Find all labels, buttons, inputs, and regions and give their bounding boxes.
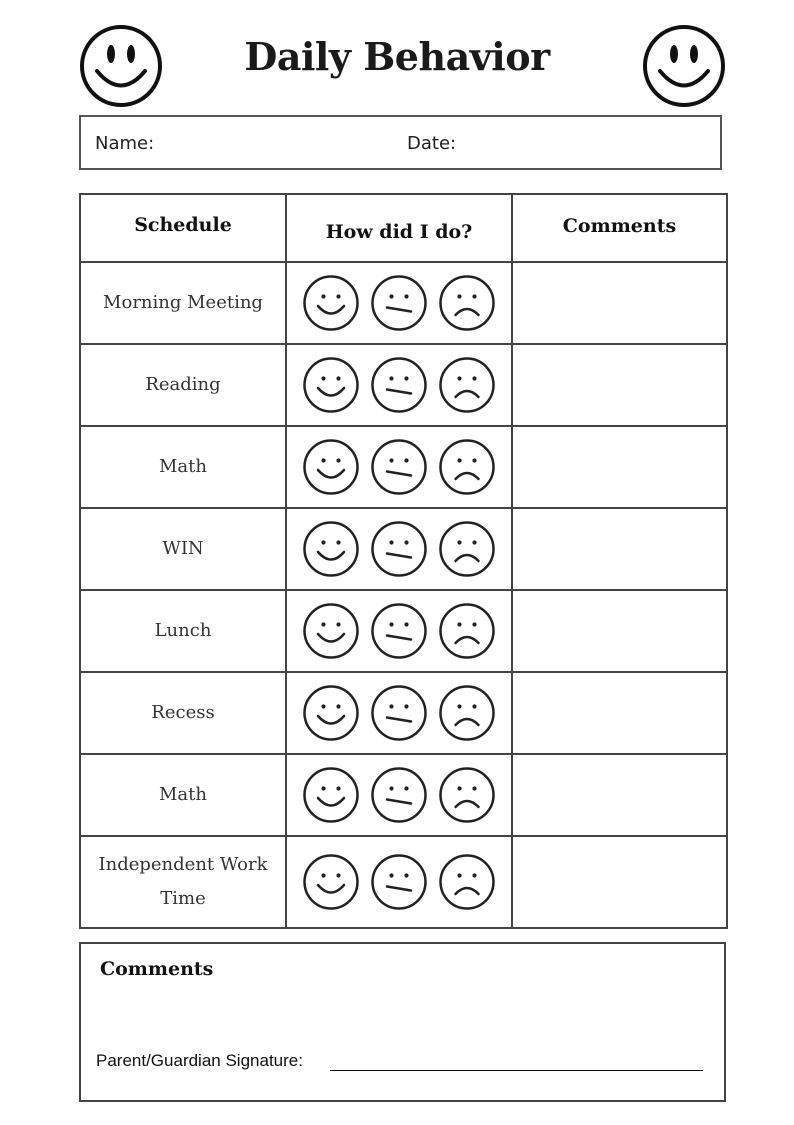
- schedule-activity: Independent Work Time: [80, 836, 286, 928]
- date-field[interactable]: Date:: [407, 133, 457, 154]
- sad-face-icon[interactable]: [438, 438, 496, 496]
- name-field[interactable]: Name:: [95, 133, 155, 154]
- happy-face-icon[interactable]: [302, 274, 360, 332]
- happy-face-icon[interactable]: [302, 684, 360, 742]
- table-row: [80, 344, 727, 426]
- sad-face-icon[interactable]: [438, 684, 496, 742]
- sad-face-icon[interactable]: [438, 602, 496, 660]
- rating-faces-cell: [286, 262, 512, 344]
- sad-face-icon[interactable]: [438, 766, 496, 824]
- rating-faces-cell: [286, 590, 512, 672]
- table-header-row: [80, 194, 727, 262]
- behavior-table: [79, 193, 728, 929]
- table-row: [80, 590, 727, 672]
- row-comment-cell[interactable]: [512, 672, 727, 754]
- schedule-activity: Math: [80, 754, 286, 836]
- comments-box: [79, 942, 726, 1102]
- signature-label: Parent/Guardian Signature:: [96, 1051, 303, 1070]
- schedule-activity: Reading: [80, 344, 286, 426]
- schedule-activity: Morning Meeting: [80, 262, 286, 344]
- rating-faces-cell: [286, 754, 512, 836]
- happy-face-icon[interactable]: [302, 602, 360, 660]
- sad-face-icon[interactable]: [438, 853, 496, 911]
- rating-faces-cell: [286, 344, 512, 426]
- neutral-face-icon[interactable]: [370, 853, 428, 911]
- row-comment-cell[interactable]: [512, 508, 727, 590]
- rating-faces-cell: [286, 836, 512, 928]
- schedule-activity: Math: [80, 426, 286, 508]
- neutral-face-icon[interactable]: [370, 356, 428, 414]
- comments-header: Comments: [512, 194, 727, 262]
- neutral-face-icon[interactable]: [370, 602, 428, 660]
- table-row: [80, 754, 727, 836]
- schedule-header: Schedule: [80, 194, 286, 262]
- sad-face-icon[interactable]: [438, 274, 496, 332]
- signature-line[interactable]: [330, 1070, 703, 1071]
- neutral-face-icon[interactable]: [370, 684, 428, 742]
- table-row: [80, 262, 727, 344]
- happy-face-icon[interactable]: [302, 356, 360, 414]
- row-comment-cell[interactable]: [512, 344, 727, 426]
- schedule-activity: Lunch: [80, 590, 286, 672]
- row-comment-cell[interactable]: [512, 836, 727, 928]
- row-comment-cell[interactable]: [512, 426, 727, 508]
- table-row: [80, 508, 727, 590]
- rating-faces-cell: [286, 672, 512, 754]
- table-row: [80, 672, 727, 754]
- rating-faces-cell: [286, 508, 512, 590]
- table-row: [80, 836, 727, 928]
- happy-face-icon[interactable]: [302, 853, 360, 911]
- happy-face-icon[interactable]: [302, 438, 360, 496]
- name-date-box: [79, 115, 722, 170]
- neutral-face-icon[interactable]: [370, 520, 428, 578]
- schedule-activity: Recess: [80, 672, 286, 754]
- row-comment-cell[interactable]: [512, 590, 727, 672]
- sad-face-icon[interactable]: [438, 356, 496, 414]
- neutral-face-icon[interactable]: [370, 438, 428, 496]
- rating-faces-cell: [286, 426, 512, 508]
- happy-face-icon[interactable]: [302, 520, 360, 578]
- happy-face-icon[interactable]: [302, 766, 360, 824]
- comments-title: Comments: [100, 958, 214, 980]
- neutral-face-icon[interactable]: [370, 766, 428, 824]
- neutral-face-icon[interactable]: [370, 274, 428, 332]
- sad-face-icon[interactable]: [438, 520, 496, 578]
- page-title: Daily Behavior: [244, 34, 550, 79]
- row-comment-cell[interactable]: [512, 754, 727, 836]
- rating-header: How did I do?: [286, 194, 512, 262]
- smiley-logo-right-icon: [642, 24, 726, 108]
- schedule-activity: WIN: [80, 508, 286, 590]
- row-comment-cell[interactable]: [512, 262, 727, 344]
- table-row: [80, 426, 727, 508]
